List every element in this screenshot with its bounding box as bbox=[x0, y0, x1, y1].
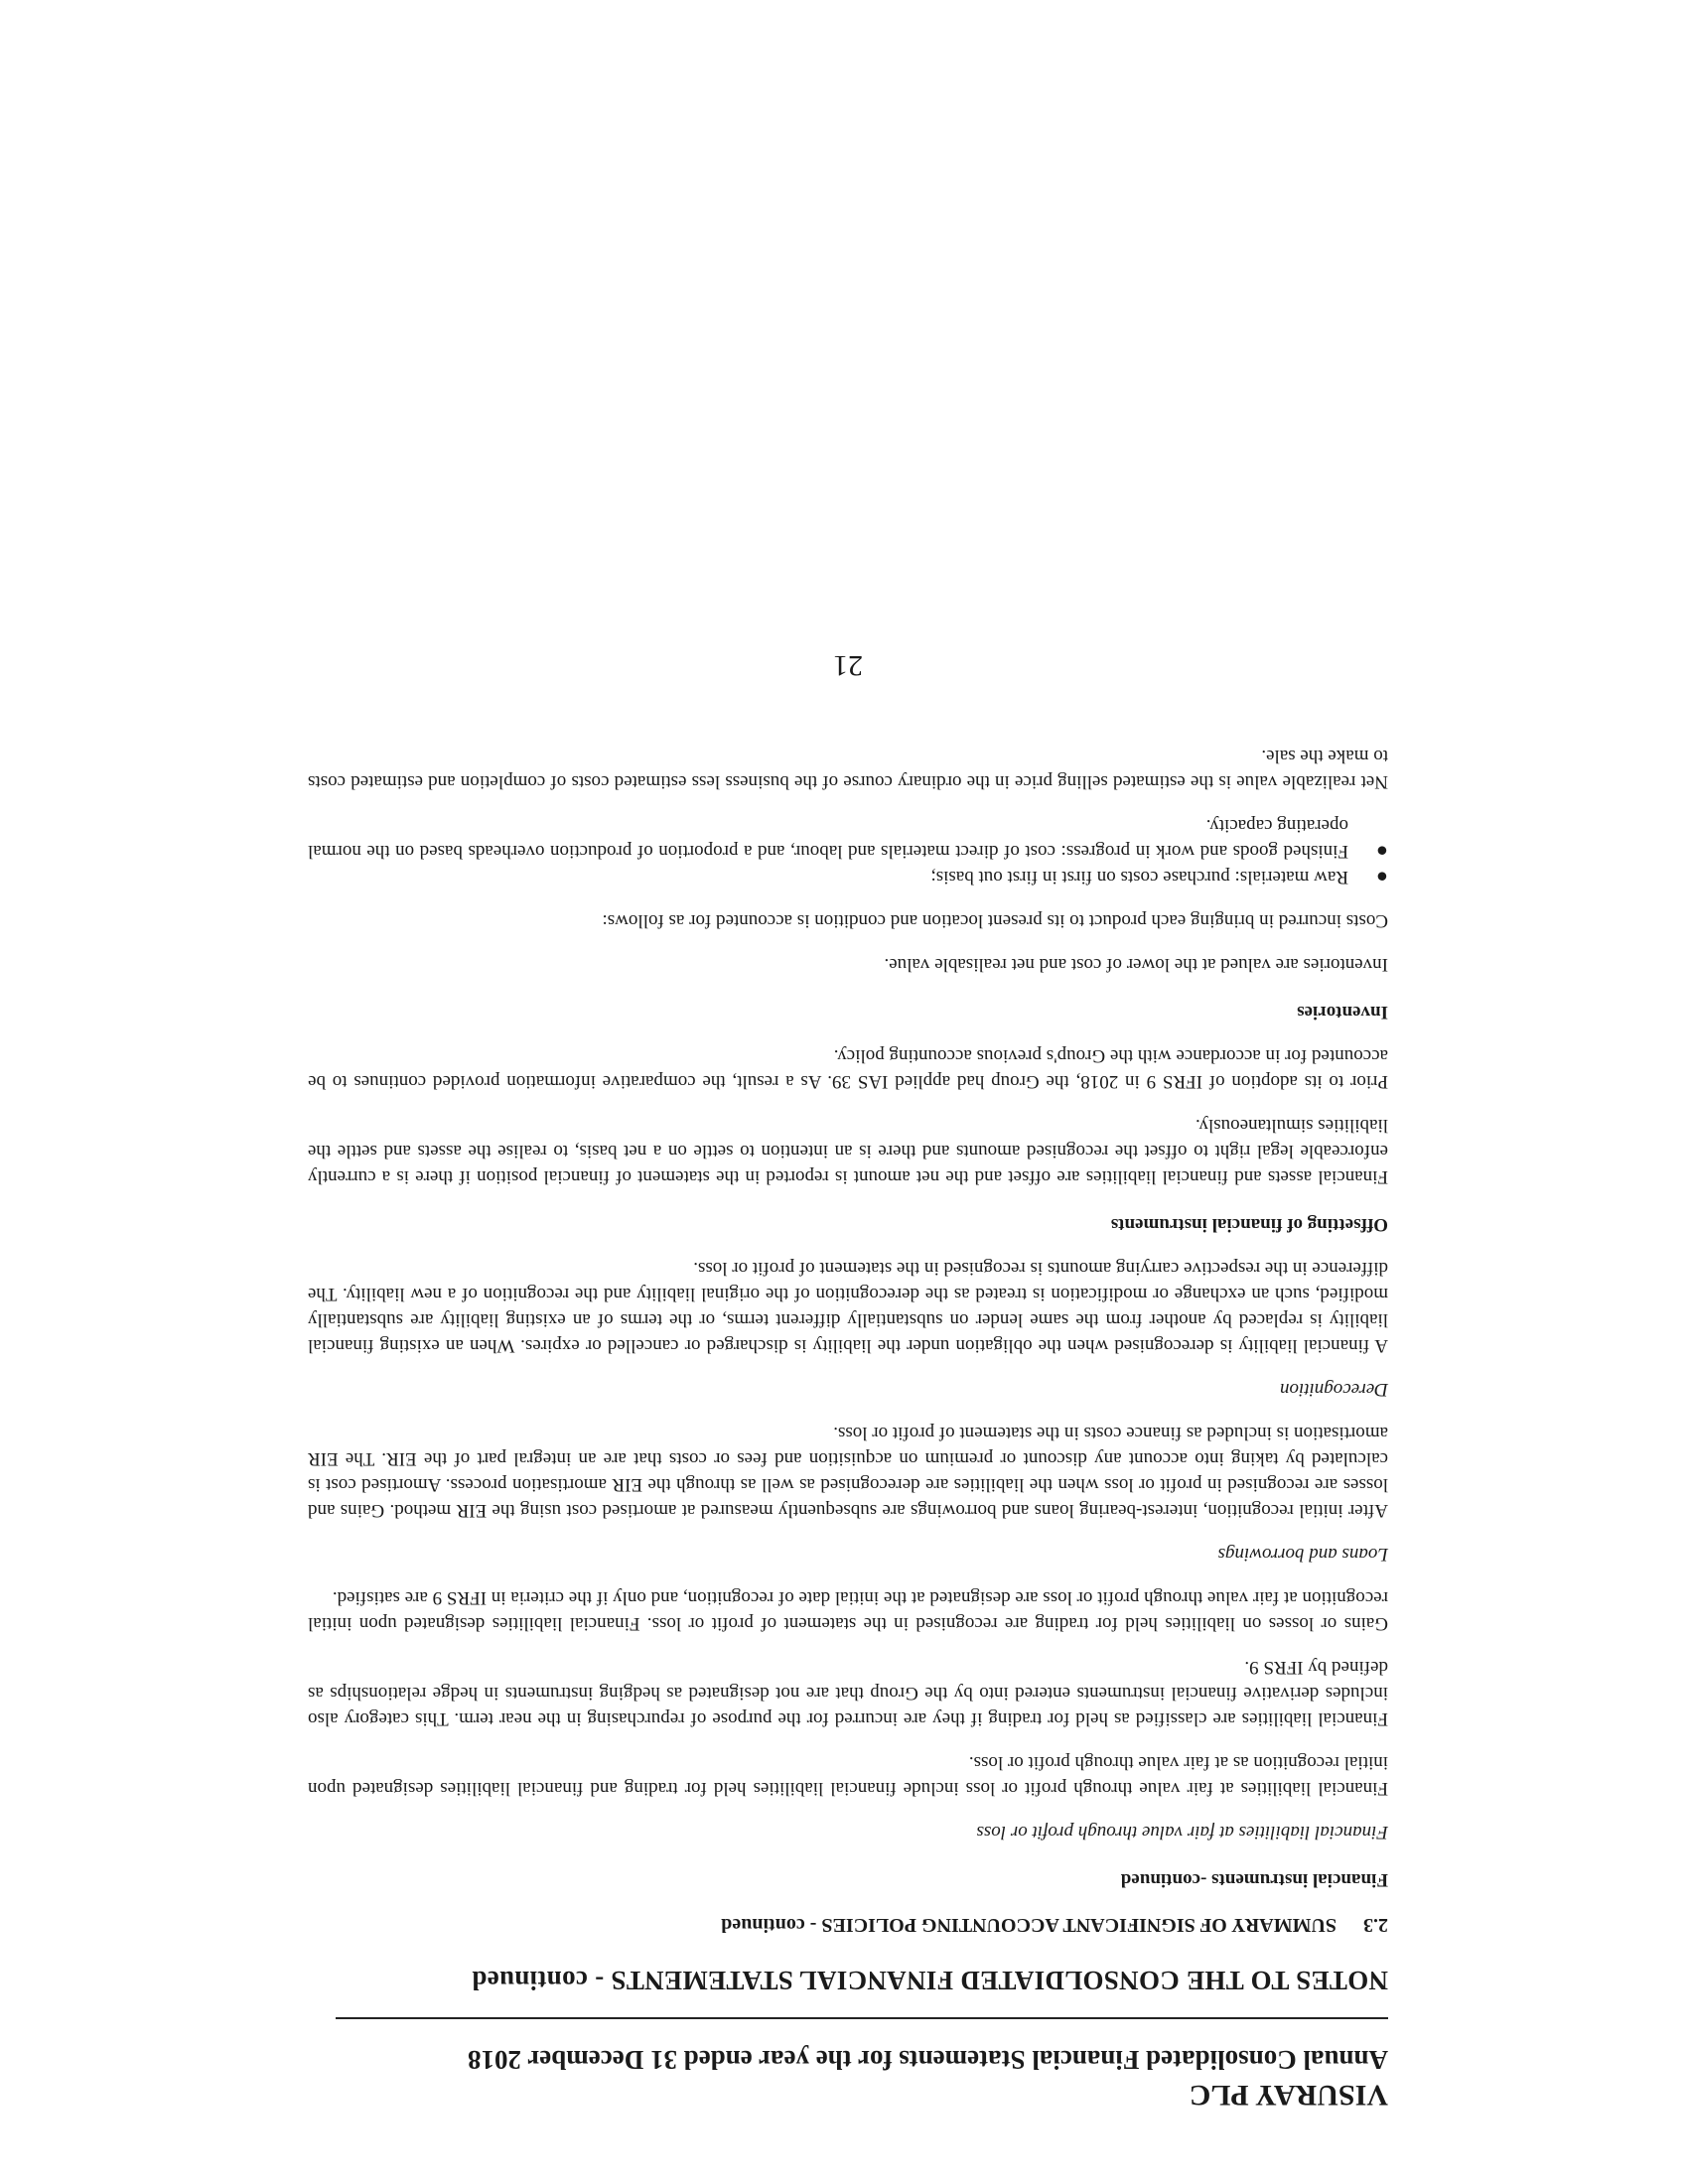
paragraph: Prior to its adoption of IFRS 9 in 2018, the Group had applied IAS 39. As a result, the comparative information provided continues to be accounted for in accordance with the Group's previous accounting policy. bbox=[308, 1045, 1388, 1092]
report-subtitle: Annual Consolidated Financial Statements for the year ended 31 December 2018 bbox=[468, 2045, 1388, 2075]
list-item-text: Finished goods and work in progress: cost of direct materials and labour, and a proportion of production overheads based on the normal operating capacity. bbox=[308, 815, 1348, 862]
heading-fvtpl: Financial liabilities at fair value through profit or loss bbox=[976, 1822, 1388, 1843]
paragraph: Inventories are valued at the lower of cost and net realisable value. bbox=[884, 954, 1388, 975]
company-name: VISURAY PLC bbox=[1189, 2079, 1388, 2112]
paragraph: Gains or losses on liabilities held for trading are recognised in the statement of profit or loss. Financial liabilities designated upon initial recognition at fair value through profit or loss are designated at the initial date of recognition, and only if the criteria in IFRS 9 are satisfied. bbox=[308, 1587, 1388, 1634]
heading-inventories: Inventories bbox=[1297, 1002, 1388, 1023]
page-number: 21 bbox=[833, 649, 863, 682]
list-item bbox=[308, 812, 1388, 864]
section-heading bbox=[308, 1912, 1388, 1938]
bullet-icon: ● bbox=[1375, 866, 1388, 887]
paragraph: Costs incurred in bringing each product to its present location and condition is accounted for as follows: bbox=[602, 910, 1388, 931]
bullet-list bbox=[308, 812, 1388, 889]
bullet-icon: ● bbox=[1375, 840, 1388, 862]
paragraph: Net realizable value is the estimated selling price in the ordinary course of the business less estimated costs of completion and estimated costs to make the sale. bbox=[308, 746, 1388, 792]
paragraph: Financial liabilities are classified as held for trading if they are incurred for the purpose of repurchasing in the near term. This category also includes derivative financial instruments entered into by the Group that are not designated as hedging instruments in hedge relationships as defined by IFRS 9. bbox=[308, 1657, 1388, 1729]
notes-title: NOTES TO THE CONSOLDIATED FINANCIAL STATEMENTS - continued bbox=[472, 1966, 1388, 1995]
header-divider bbox=[336, 2017, 1388, 2019]
paragraph: A financial liability is derecognised when the obligation under the liability is discharged or cancelled or expires. When an existing financial liability is replaced by another from the same lender on substantially different terms, or the terms of an existing liability are substantially modified, such an exchange or modification is treated as the derecognition of the original liability and the recognition of a new liability. The difference in the respective carrying amounts is recognised in the statement of profit or loss. bbox=[308, 1258, 1388, 1356]
heading-loans-and-borrowings: Loans and borrowings bbox=[1217, 1544, 1388, 1565]
paragraph: Financial liabilities at fair value through profit or loss include financial liabilities held for trading and financial liabilities designated upon initial recognition as at fair value through profit or loss. bbox=[308, 1752, 1388, 1799]
section-title: SUMMARY OF SIGNIFICANT ACCOUNTING POLICIES - continued bbox=[721, 1914, 1336, 1936]
heading-offsetting: Offsetting of financial instruments bbox=[1110, 1214, 1388, 1235]
list-item-text: Raw materials: purchase costs on first in first out basis; bbox=[930, 867, 1348, 887]
page-content bbox=[308, 647, 1388, 2113]
list-item bbox=[308, 864, 1388, 889]
heading-financial-instruments: Financial instruments -continued bbox=[1120, 1869, 1388, 1890]
section-number: 2.3 bbox=[1363, 1914, 1388, 1936]
paragraph: After initial recognition, interest-bearing loans and borrowings are subsequently measured at amortised cost using the EIR method. Gains and losses are recognised in profit or loss when the liabilities are derecognised as well as through the EIR amortisation process. Amortised cost is calculated by taking into account any discount or premium on acquisition and fees or costs that are an integral part of the EIR. The EIR amortisation is included as finance costs in the statement of profit or loss. bbox=[308, 1423, 1388, 1521]
heading-derecognition: Derecognition bbox=[1279, 1379, 1388, 1400]
paragraph: Financial assets and financial liabilities are offset and the net amount is reported in the statement of financial position if there is a currently enforceable legal right to offset the recognised amounts and there is an intention to settle on a net basis, to realise the assets and settle the liabilities simultaneously. bbox=[308, 1115, 1388, 1187]
